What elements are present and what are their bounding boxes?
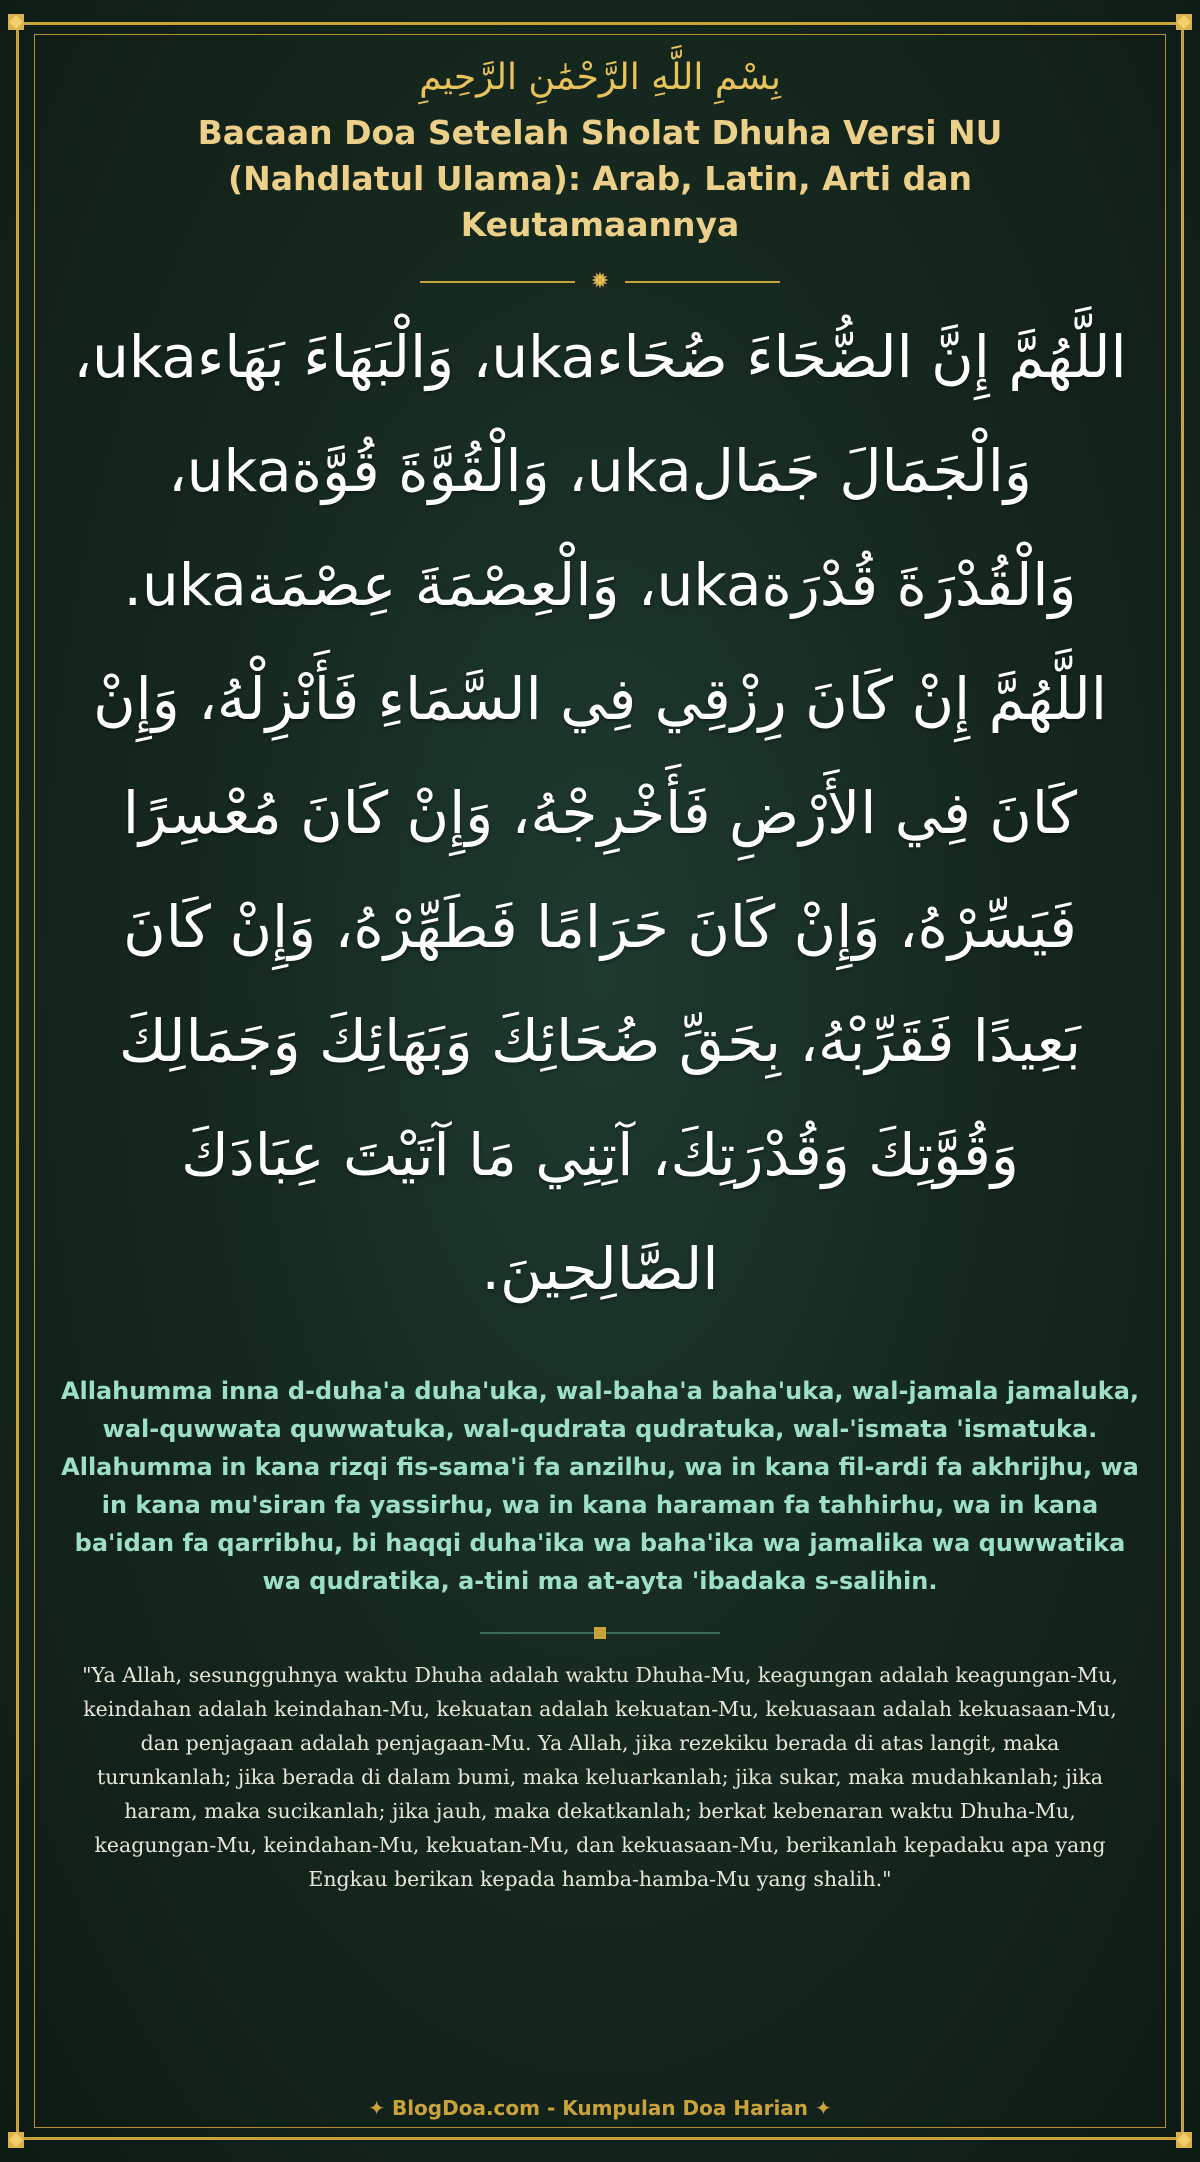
indonesian-translation: "Ya Allah, sesungguhnya waktu Dhuha adalah waktu Dhuha-Mu, keagungan adalah keagungan-Mu, keindahan adalah keindahan-Mu, kekuatan adalah kekuatan-Mu, kekuasaan adalah kekuasaan-Mu, dan penjagaan adalah penjagaan-Mu. Ya Allah, jika rezekiku berada di atas langit, maka turunkanlah; jika berada di dalam bumi, maka keluarkanlah; jika sukar, maka mudahkanlah; jika haram, maka sucikanlah; jika jauh, maka dekatkanlah; berkat kebenaran waktu Dhuha-Mu, keagungan-Mu, keindahan-Mu, kekuatan-Mu, dan kekuasaan-Mu, berikanlah kepadaku apa yang Engkau berikan kepada hamba-hamba-Mu yang shalih." xyxy=(82,1663,1118,1891)
latin-transliteration: Allahumma inna d-duha'a duha'uka, wal-baha'a baha'uka, wal-jamala jamaluka, wal-quwwata quwwatuka, wal-qudrata qudratuka, wal-'ismata 'ismatuka. Allahumma in kana rizqi fis-sama'i fa anzilhu, wa in kana fil-ardi fa akhrijhu, wa in kana mu'siran fa yassirhu, wa in kana haraman fa tahhirhu, wa in kana ba'idan fa qarribhu, bi haqqi duha'ika wa baha'ika wa jamalika wa quwwatika wa qudratika, a-tini ma at-ayta 'ibadaka s-salihin. xyxy=(60,1377,1140,1595)
arabic-prayer-text: اللَّهُمَّ إِنَّ الضُّحَاءَ ضُحَاءuka، وَالْبَهَاءَ بَهَاءuka، وَالْجَمَالَ جَمَالuka، وَالْقُوَّةَ قُوَّةuka، وَالْقُدْرَةَ قُدْرَةuka، وَالْعِصْمَةَ عِصْمَةuka. اللَّهُمَّ إِنْ كَانَ رِزْقِي فِي السَّمَاءِ فَأَنْزِلْهُ، وَإِنْ كَانَ فِي الأَرْضِ فَأَخْرِجْهُ، وَإِنْ كَانَ مُعْسِرًا فَيَسِّرْهُ، وَإِنْ كَانَ حَرَامًا فَطَهِّرْهُ، وَإِنْ كَانَ بَعِيدًا فَقَرِّبْهُ، بِحَقِّ ضُحَائِكَ وَبَهَائِكَ وَجَمَالِكَ وَقُوَّتِكَ وَقُدْرَتِكَ، آتِنِي مَا آتَيْتَ عِبَادَكَ الصَّالِحِينَ. xyxy=(73,323,1127,1303)
page-title: Bacaan Doa Setelah Sholat Dhuha Versi NU (Nahdlatul Ulama): Arab, Latin, Arti dan Keutamaannya xyxy=(197,113,1003,244)
basmalah-heading: بِسْمِ اللَّهِ الرَّحْمَٰنِ الرَّحِيمِ xyxy=(419,57,781,98)
content-area xyxy=(60,50,1140,1896)
corner-ornament-bottom-right xyxy=(1176,2132,1192,2148)
divider-line-left xyxy=(420,281,575,283)
divider-line-right xyxy=(625,281,780,283)
corner-ornament-bottom-left xyxy=(8,2132,24,2148)
divider-dot-icon xyxy=(594,1627,606,1639)
star-ornament-icon: ✹ xyxy=(590,269,610,294)
section-divider xyxy=(480,1626,720,1640)
footer-credit: ✦ BlogDoa.com - Kumpulan Doa Harian ✦ xyxy=(368,2096,832,2120)
corner-ornament-top-right xyxy=(1176,14,1192,30)
ornament-divider xyxy=(420,270,780,294)
corner-ornament-top-left xyxy=(8,14,24,30)
